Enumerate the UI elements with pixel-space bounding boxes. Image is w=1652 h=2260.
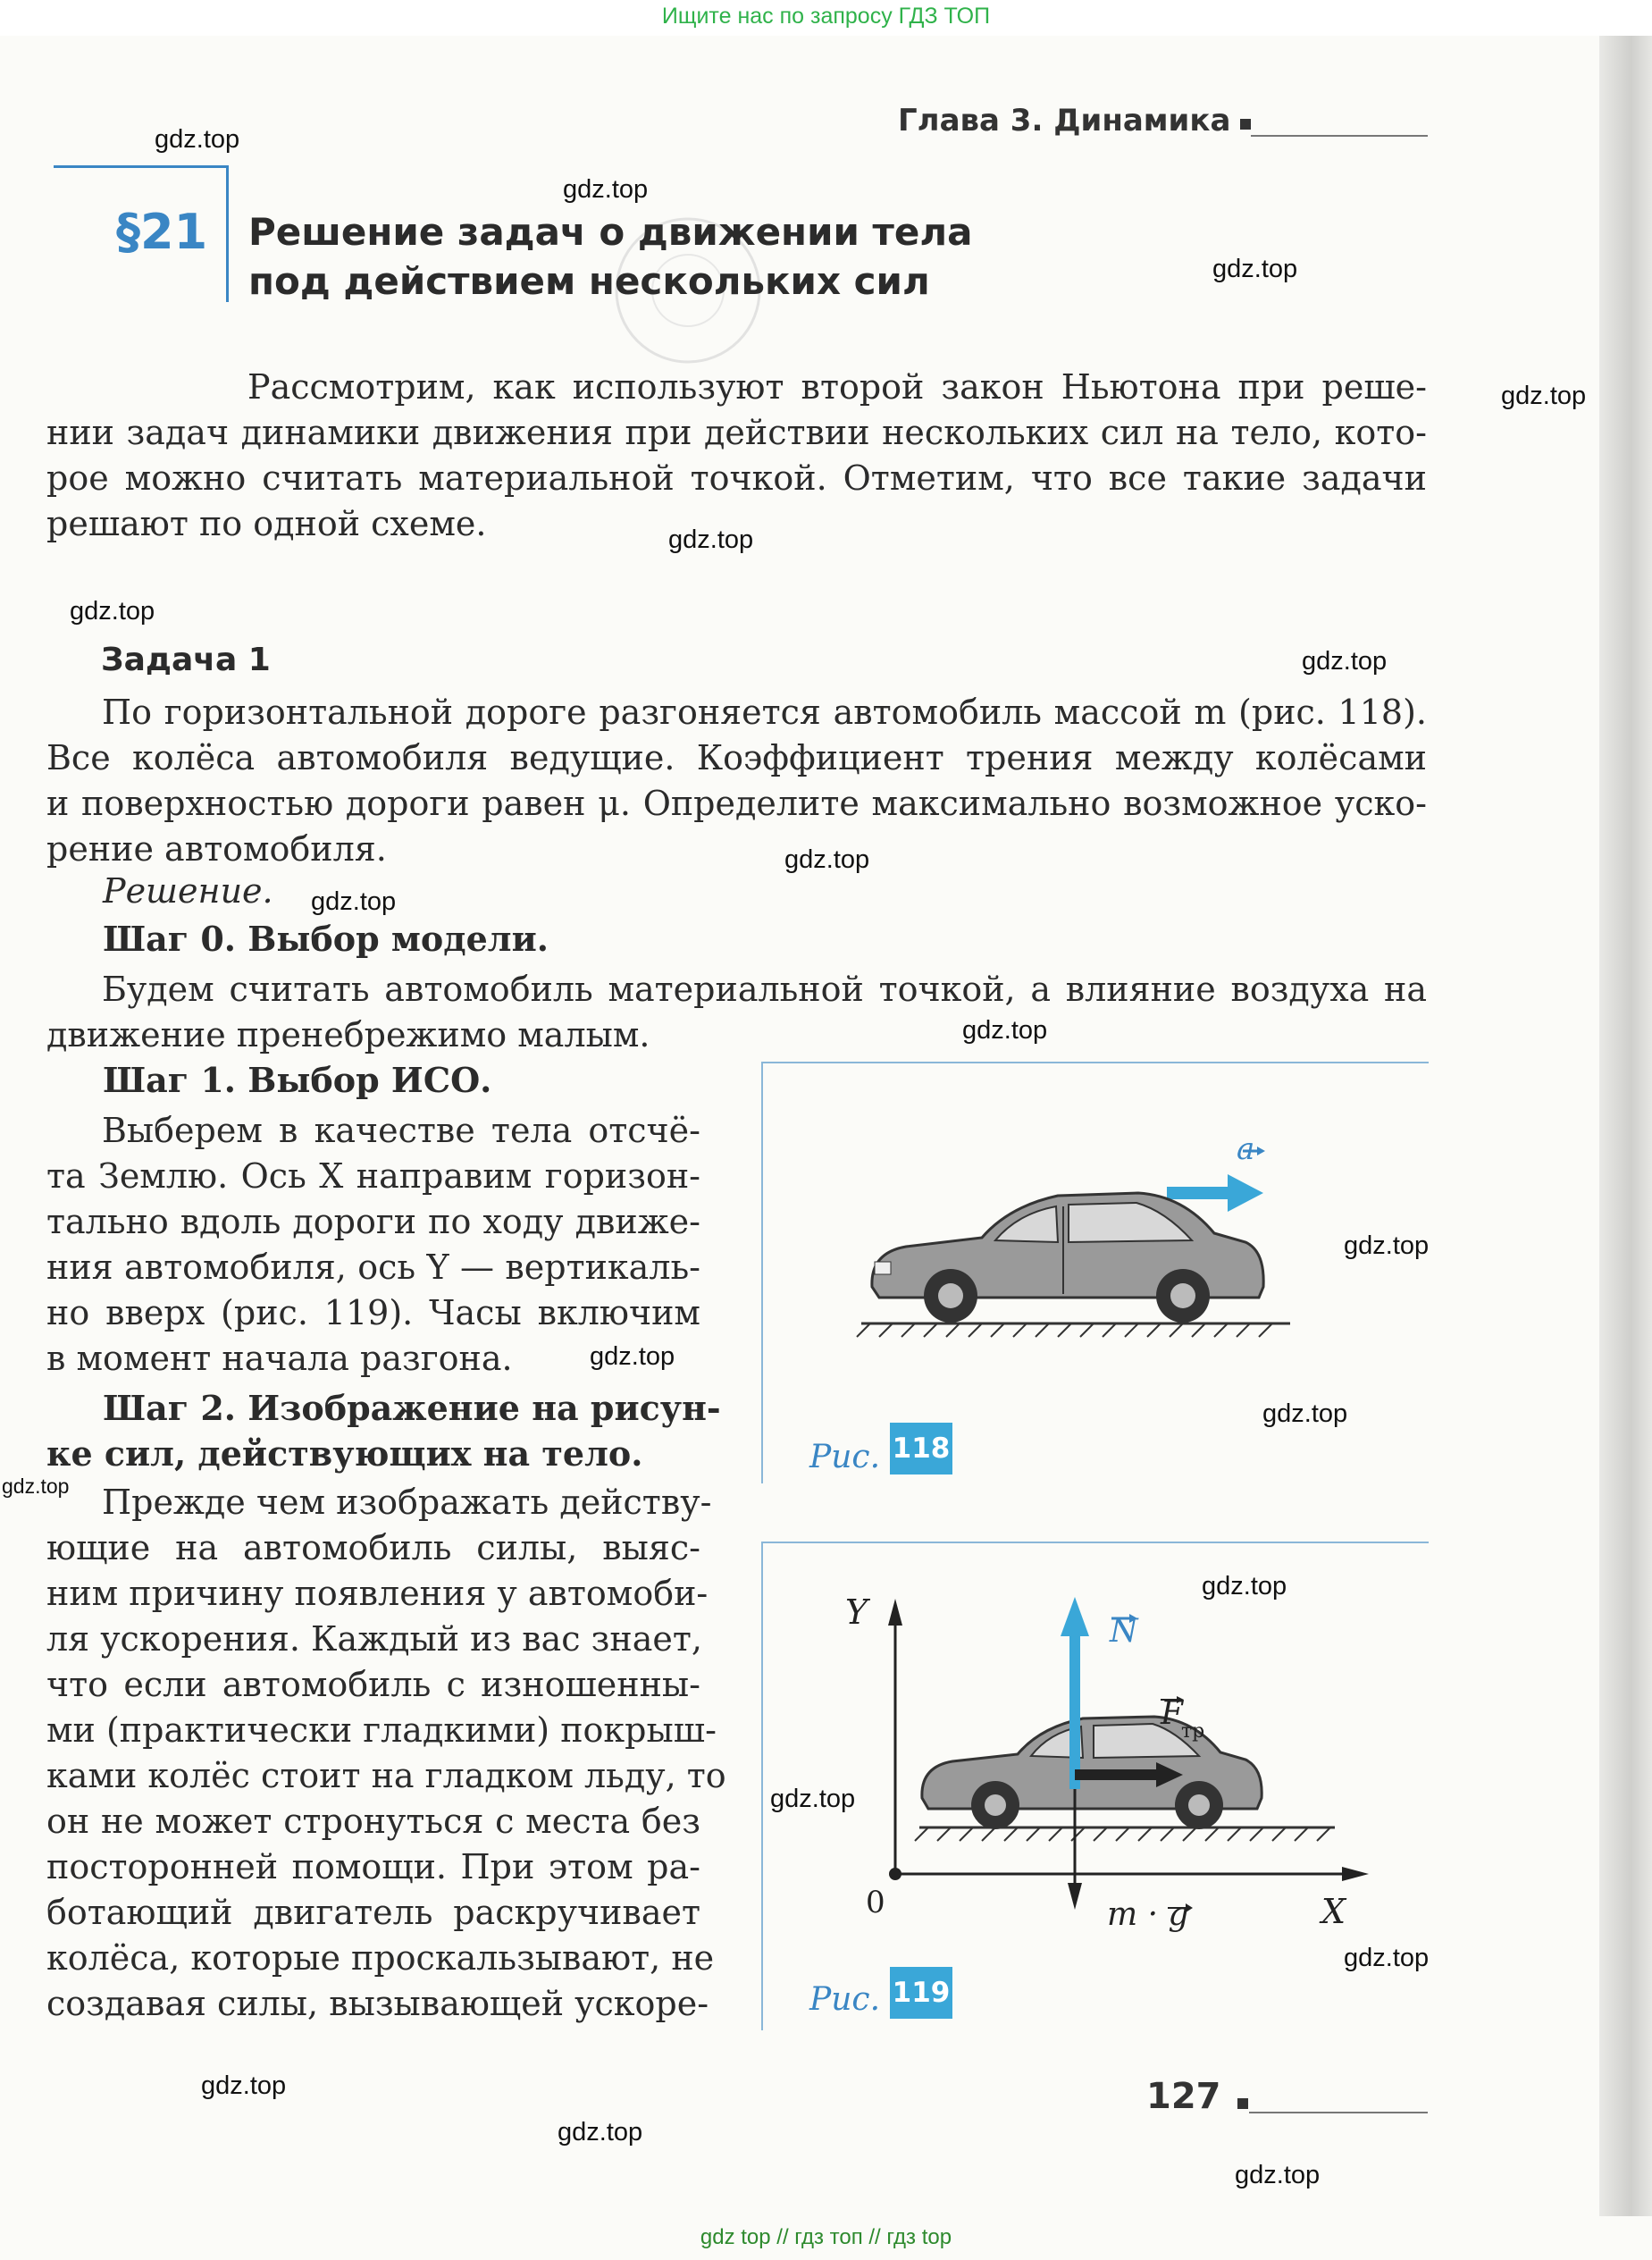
watermark: gdz.top: [770, 1785, 856, 1813]
text-line: но вверх (рис. 119). Часы включим: [46, 1293, 700, 1332]
chapter-title: Глава 3. Динамика: [898, 103, 1231, 139]
figure-118-caption: Рис.: [809, 1439, 881, 1475]
step1-title: Шаг 1. Выбор ИСО.: [103, 1060, 492, 1100]
section-title-line: Решение задач о движении тела: [248, 210, 973, 254]
step2-title-line: ке сил, действующих на тело.: [46, 1433, 643, 1474]
watermark: gdz.top: [1344, 1231, 1430, 1260]
watermark: gdz.top: [70, 597, 155, 626]
watermark: gdz.top: [201, 2071, 287, 2100]
watermark: gdz.top: [2, 1474, 70, 1498]
text-line: колёса, которые проскальзывают, не: [46, 1938, 715, 1978]
bottom-banner[interactable]: gdz top // гдз топ // гдз top: [700, 2225, 952, 2249]
watermark: gdz.top: [590, 1342, 675, 1371]
section-title: [248, 207, 973, 306]
text-line: тально вдоль дороги по ходу движе-: [46, 1202, 700, 1241]
accel-label: a: [1237, 1131, 1255, 1167]
friction-label: F: [1161, 1695, 1183, 1732]
page-binding-shadow: [1599, 36, 1652, 2216]
x-axis-label: X: [1321, 1892, 1346, 1931]
page-number-marker: [1237, 2098, 1248, 2109]
text-line: в момент начала разгона.: [46, 1339, 513, 1378]
watermark: gdz.top: [563, 175, 649, 204]
text-line: Рассмотрим, как используют второй закон Ньютона при реше-: [247, 367, 1427, 407]
normal-force-arrow: [1069, 1633, 1080, 1789]
watermark: gdz.top: [1302, 647, 1388, 676]
text-line: ля ускорения. Каждый из вас знает,: [46, 1619, 702, 1659]
text-line: создавая силы, вызывающей ускоре-: [46, 1984, 709, 2023]
watermark: gdz.top: [558, 2118, 643, 2147]
text-line: Все колёса автомобиля ведущие. Коэффициент трения между колёсами: [46, 738, 1427, 777]
step2-title-line: Шаг 2. Изображение на рисун-: [103, 1388, 721, 1428]
section-title-line: под действием нескольких сил: [248, 259, 930, 303]
text-line: посторонней помощи. При этом ра-: [46, 1847, 700, 1886]
page-number-rule: [1249, 2112, 1428, 2113]
step0-title: Шаг 0. Выбор модели.: [103, 919, 549, 959]
text-line: Прежде чем изображать действу-: [102, 1483, 712, 1522]
text-line: Будем считать автомобиль материальной точкой, а влияние воздуха на: [102, 970, 1427, 1009]
chapter-marker: [1240, 119, 1251, 130]
step1-text: [46, 1108, 700, 1382]
accel-arrow-shaft: [1167, 1187, 1229, 1199]
step2-title: [46, 1385, 721, 1476]
figure-119-caption: Рис.: [809, 1981, 881, 2018]
text-line: та Землю. Ось X направим горизон-: [46, 1156, 700, 1196]
text-line: По горизонтальной дороге разгоняется автомобиль массой m (рис. 118).: [102, 693, 1427, 732]
friction-arrow: [1075, 1769, 1160, 1780]
text-line: рение автомобиля.: [46, 829, 387, 869]
text-line: ми (практически гладкими) покрыш-: [46, 1710, 717, 1750]
origin-label: 0: [866, 1885, 885, 1920]
normal-force-label: N: [1110, 1613, 1138, 1650]
text-line: ним причину появления у автомоби-: [46, 1574, 709, 1613]
y-axis-label: Y: [845, 1592, 868, 1632]
gravity-label: m · g: [1107, 1896, 1189, 1933]
text-line: нии задач динамики движения при действии нескольких сил на тело, кото-: [46, 413, 1427, 452]
text-line: решают по одной схеме.: [46, 504, 487, 543]
watermark: gdz.top: [1262, 1399, 1348, 1428]
figure-119: [761, 1542, 1429, 2030]
watermark: gdz.top: [1212, 255, 1298, 283]
chapter-rule: [1251, 135, 1428, 137]
text-line: ющие на автомобиль силы, выяс-: [46, 1528, 700, 1567]
figure-119-number: 119: [890, 1967, 952, 2019]
intro-paragraph: [46, 365, 1427, 547]
text-line: движение пренебрежимо малым.: [46, 1015, 650, 1054]
watermark: gdz.top: [1235, 2161, 1321, 2189]
text-line: ния автомобиля, ось Y — вертикаль-: [46, 1248, 700, 1287]
section-number: §21: [116, 204, 208, 260]
watermark: gdz.top: [1202, 1572, 1287, 1600]
solution-label: Решение.: [103, 871, 273, 911]
watermark: gdz.top: [1344, 1944, 1430, 1972]
watermark: gdz.top: [668, 525, 754, 554]
car-illustration-118: [763, 1063, 1429, 1421]
text-line: ботающий двигатель раскручивает: [46, 1893, 700, 1932]
task-title: Задача 1: [101, 642, 271, 678]
task-text: [46, 690, 1427, 872]
watermark: gdz.top: [155, 125, 240, 154]
top-banner[interactable]: Ищите нас по запросу ГДЗ ТОП: [661, 4, 991, 29]
friction-subscript: тр: [1181, 1720, 1205, 1743]
watermark: gdz.top: [784, 845, 870, 874]
accel-arrow-head: [1228, 1174, 1263, 1212]
text-line: и поверхностью дороги равен μ. Определите максимально возможное уско-: [46, 784, 1427, 823]
watermark: gdz.top: [962, 1016, 1048, 1045]
text-line: он не может стронуться с места без: [46, 1802, 700, 1841]
page-number: 127: [1146, 2076, 1221, 2117]
text-line: рое можно считать материальной точкой. Отметим, что все такие задачи: [46, 458, 1427, 498]
watermark: gdz.top: [311, 887, 397, 916]
text-line: ками колёс стоит на гладком льду, то: [46, 1756, 726, 1795]
watermark: gdz.top: [1501, 382, 1587, 410]
step2-text: [46, 1480, 726, 2027]
step0-text: [46, 967, 1427, 1058]
text-line: что если автомобиль с изношенны-: [46, 1665, 700, 1704]
text-line: Выберем в качестве тела отсчё-: [102, 1111, 700, 1150]
figure-118-number: 118: [890, 1423, 952, 1474]
